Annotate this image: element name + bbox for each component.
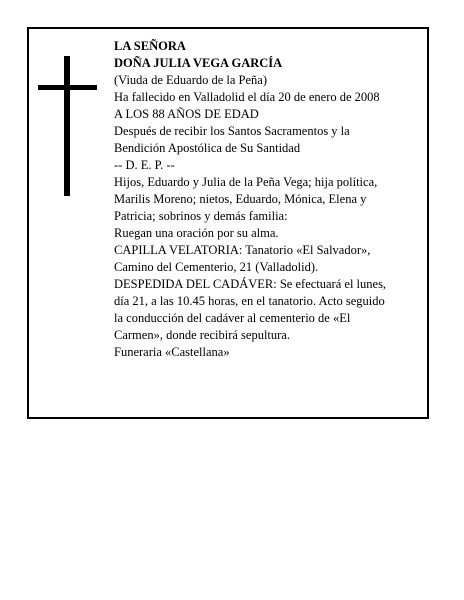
chapel-line-2: Camino del Cementerio, 21 (Valladolid). (114, 260, 319, 274)
farewell-line-3: la conducción del cadáver al cementerio de «El (114, 311, 351, 325)
farewell-line-1: DESPEDIDA DEL CADÁVER: Se efectuará el lunes, (114, 277, 387, 291)
sacraments-line-2: Bendición Apostólica de Su Santidad (114, 141, 301, 155)
farewell-line-4: Carmen», donde recibirá sepultura. (114, 328, 290, 342)
age-line: A LOS 88 AÑOS DE EDAD (114, 107, 259, 121)
deceased-name: DOÑA JULIA VEGA GARCÍA (114, 56, 283, 70)
cross-vertical-bar (64, 56, 70, 196)
chapel-line-1: CAPILLA VELATORIA: Tanatorio «El Salvador», (114, 243, 371, 257)
funeral-home-line: Funeraria «Castellana» (114, 345, 230, 359)
passed-away-line: Ha fallecido en Valladolid el día 20 de enero de 2008 (114, 90, 380, 104)
sacraments-line-1: Después de recibir los Santos Sacramentos y la (114, 124, 350, 138)
rip-line: -- D. E. P. -- (114, 158, 175, 172)
prayer-line: Ruegan una oración por su alma. (114, 226, 279, 240)
family-line-2: Marilis Moreno; nietos, Eduardo, Mónica, Elena y (114, 192, 367, 206)
obituary-text (114, 38, 414, 361)
cross-horizontal-bar (38, 85, 97, 90)
family-line-3: Patricia; sobrinos y demás familia: (114, 209, 288, 223)
farewell-line-2: día 21, a las 10.45 horas, en el tanatorio. Acto seguido (114, 294, 385, 308)
widow-note: (Viuda de Eduardo de la Peña) (114, 73, 268, 87)
title-line-1: LA SEÑORA (114, 39, 186, 53)
family-line-1: Hijos, Eduardo y Julia de la Peña Vega; hija política, (114, 175, 378, 189)
